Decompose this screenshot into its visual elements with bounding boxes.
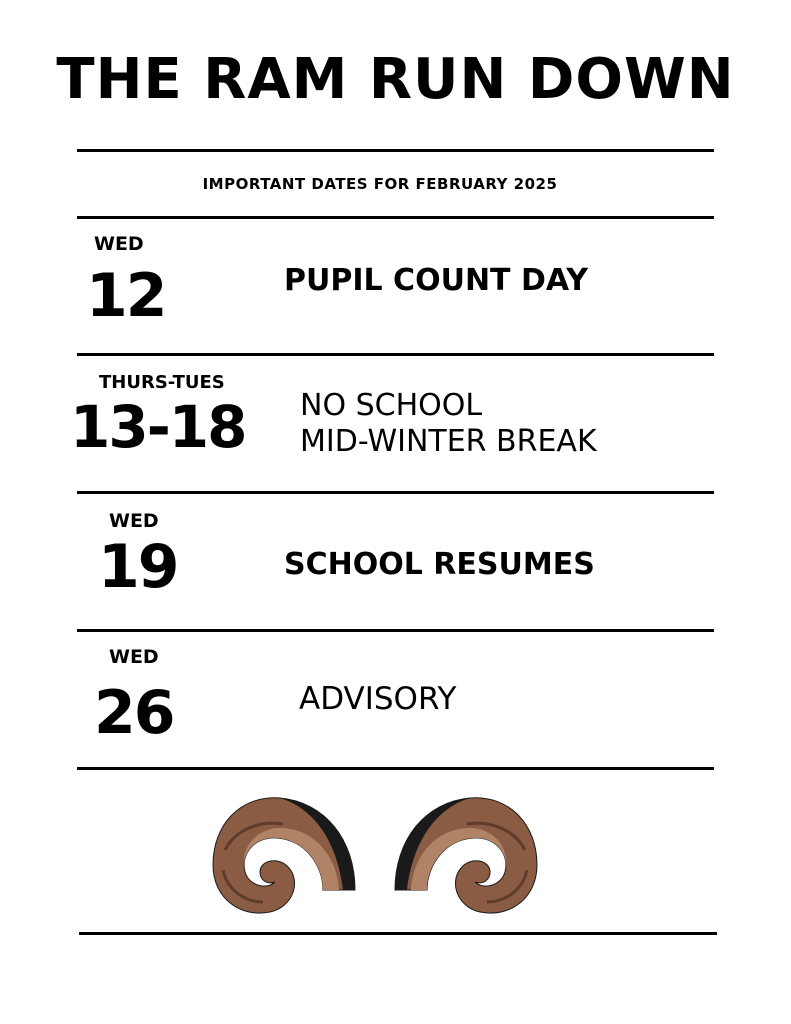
divider xyxy=(77,149,714,152)
event-label-line-1: NO SCHOOL xyxy=(300,388,483,423)
page-subtitle: IMPORTANT DATES FOR FEBRUARY 2025 xyxy=(202,175,558,193)
divider xyxy=(77,629,714,632)
divider xyxy=(77,491,714,494)
left-horn-icon xyxy=(213,798,355,913)
event-day-of-week: WED xyxy=(109,510,159,532)
event-label xyxy=(300,388,597,460)
event-label: SCHOOL RESUMES xyxy=(284,547,595,582)
event-day-of-week: THURS-TUES xyxy=(99,372,225,393)
event-date: 12 xyxy=(86,261,166,331)
event-date: 13-18 xyxy=(70,393,246,461)
event-label-line-2: MID-WINTER BREAK xyxy=(300,424,597,459)
event-label: PUPIL COUNT DAY xyxy=(284,263,588,298)
divider xyxy=(77,216,714,219)
page-title: THE RAM RUN DOWN xyxy=(56,47,735,112)
event-date: 26 xyxy=(94,678,174,748)
ram-horns-icon xyxy=(205,790,545,920)
right-horn-icon xyxy=(395,798,537,913)
divider xyxy=(79,932,717,935)
event-day-of-week: WED xyxy=(109,646,159,668)
event-day-of-week: WED xyxy=(94,233,144,255)
event-date: 19 xyxy=(98,532,178,602)
divider xyxy=(77,767,714,770)
divider xyxy=(77,353,714,356)
event-label: ADVISORY xyxy=(299,681,457,717)
